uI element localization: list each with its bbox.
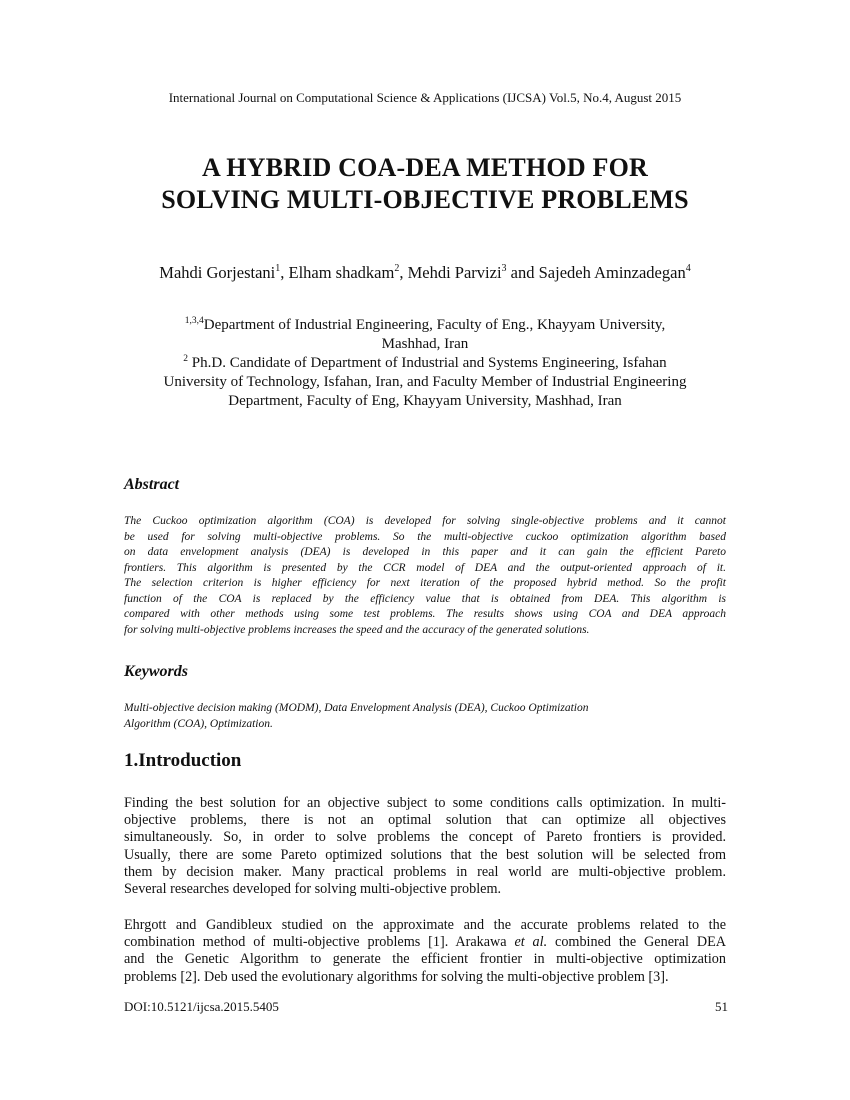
page-number: 51 — [715, 999, 728, 1014]
paragraph-line: Ehrgott and Gandibleux studied on the approximate and the accurate problems related to the — [124, 917, 726, 933]
paragraph-line: problems [2]. Deb used the evolutionary algorithms for solving the multi-objective problem [3]. — [124, 968, 669, 985]
paragraph-line: Usually, there are some Pareto optimized solutions that the best solution will be selected from — [124, 846, 726, 863]
paper-title — [0, 152, 850, 216]
paragraph-line: and the Genetic Algorithm to generate the efficient frontier in multi-objective optimization — [124, 951, 726, 968]
journal-header: International Journal on Computational Science & Applications (IJCSA) Vol.5, No.4, August 2015 — [168, 90, 682, 105]
abstract-line: on data envelopment analysis (DEA) is developed in this paper and it can gain the efficient Pareto — [124, 546, 726, 558]
affiliation-1-line-1: $^{1,3,4}$Department of Industrial Engineering, Faculty of Eng., Khayyam University, — [184, 316, 666, 333]
author-affil-mark: 1 — [275, 263, 281, 274]
abstract-line: be used for solving multi-objective problems. So the multi-objective cuckoo optimization algorithm based — [124, 530, 726, 543]
affiliation-2-line-2: University of Technology, Isfahan, Iran, and Faculty Member of Industrial Engineering — [163, 374, 687, 390]
abstract-line: The selection criterion is higher efficiency for next iteration of the proposed hybrid method. So the profit — [124, 577, 726, 589]
keywords-line: Algorithm (COA), Optimization. — [124, 717, 273, 730]
author-name: Elham shadkam — [288, 263, 395, 282]
affiliations — [110, 316, 740, 411]
author-affil-mark: 3 — [501, 263, 507, 274]
paragraph-line: Several researches developed for solving multi-objective problem. — [124, 880, 502, 897]
author-affil-mark: 4 — [685, 263, 691, 274]
author-name: Sajedeh Aminzadegan — [538, 263, 686, 282]
paragraph-line: combination method of multi-objective problems [1]. Arakawa et al. combined the General DEA — [124, 934, 726, 951]
paragraph-line: them by decision maker. Many practical problems in real world are multi-objective problem. — [124, 863, 726, 880]
author-affil-mark: 2 — [394, 263, 400, 274]
abstract-line: frontiers. This algorithm is presented by the CCR model of DEA and the output-oriented approach of it. — [124, 561, 726, 574]
paragraph-line: Finding the best solution for an objective subject to some conditions calls optimization. In multi- — [124, 795, 726, 811]
affiliation-2-line-3: Department, Faculty of Eng, Khayyam University, Mashhad, Iran — [228, 393, 622, 409]
title-line-2: SOLVING MULTI-OBJECTIVE PROBLEMS — [161, 185, 689, 214]
affiliation-1-mark: 1,3,4 — [184, 316, 204, 326]
footer-doi: DOI:10.5121/ijcsa.2015.5405 — [124, 999, 279, 1014]
abstract-line: for solving multi-objective problems increases the speed and the accuracy of the generated solutions. — [124, 623, 590, 636]
title-line-1: A HYBRID COA-DEA METHOD FOR — [202, 153, 648, 182]
keywords-text — [124, 701, 726, 732]
author-list — [0, 263, 850, 283]
author-name: Mehdi Parvizi — [407, 263, 502, 282]
introduction-paragraph-2 — [124, 917, 726, 986]
author-separator: and — [506, 263, 539, 282]
abstract-heading: Abstract — [124, 476, 180, 493]
paragraph-line: objective problems, there is not an optimal solution that can optimize all objectives — [124, 812, 726, 829]
abstract-line: compared with other methods using some test problems. The results shows using COA and DEA approach — [124, 608, 726, 620]
abstract-line: function of the COA is replaced by the efficiency value that is obtained from DEA. This algorithm is — [124, 592, 726, 605]
keywords-line: Multi-objective decision making (MODM), Data Envelopment Analysis (DEA), Cuckoo Optimization — [124, 702, 589, 714]
et-al-italic: et al. — [514, 934, 548, 951]
abstract-line: The Cuckoo optimization algorithm (COA) is developed for solving single-objective problems and it cannot — [124, 515, 726, 527]
author-name: Mahdi Gorjestani — [159, 263, 276, 282]
affiliation-2-mark: 2 — [183, 354, 189, 364]
author-separator: , — [399, 263, 408, 282]
author-separator: , — [280, 263, 289, 282]
affiliation-1-line-2: Mashhad, Iran — [381, 336, 469, 352]
keywords-heading: Keywords — [124, 663, 188, 680]
abstract-text — [124, 514, 726, 638]
affiliation-2-line-1: $^2$ Ph.D. Candidate of Department of Industrial and Systems Engineering, Isfahan — [183, 354, 667, 371]
introduction-heading: 1.Introduction — [124, 750, 242, 771]
introduction-paragraph-1 — [124, 795, 726, 898]
paragraph-line: simultaneously. So, in order to solve problems the concept of Pareto frontiers is provided. — [124, 829, 726, 846]
